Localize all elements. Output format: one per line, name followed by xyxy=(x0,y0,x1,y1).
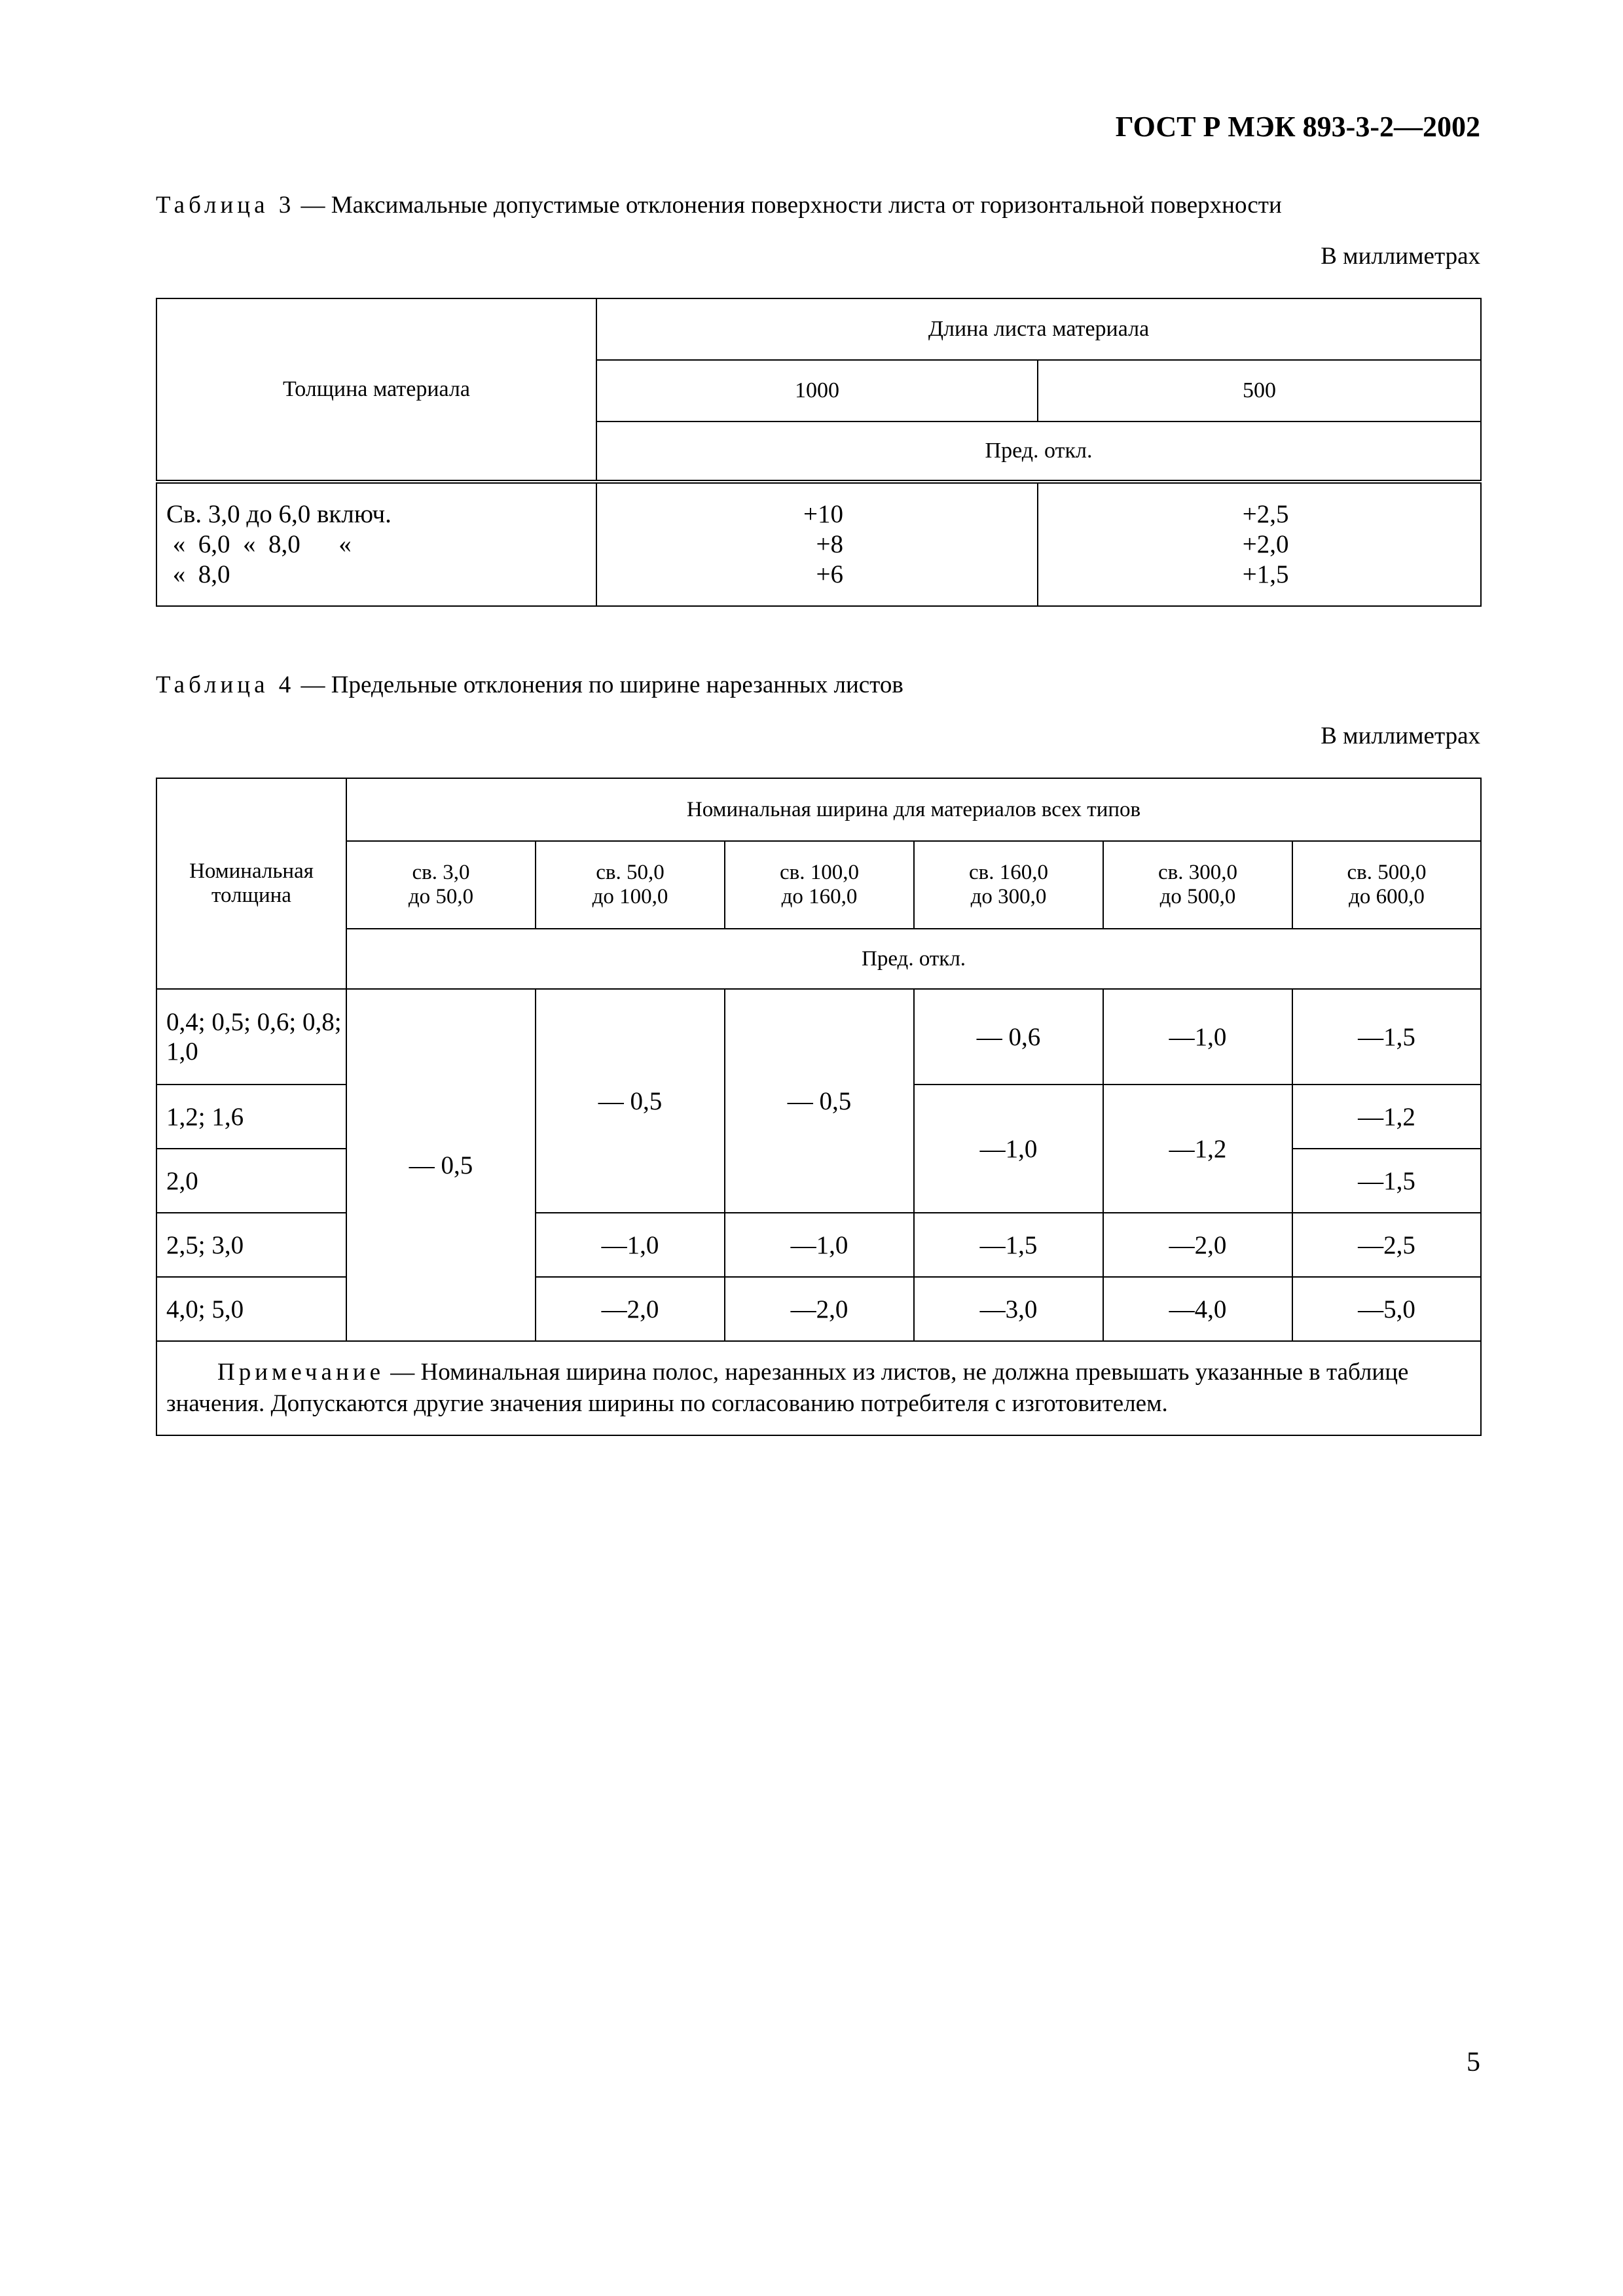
table4-row-label-2: 1,2; 1,6 xyxy=(156,1085,346,1149)
page-number: 5 xyxy=(1467,2047,1480,2077)
table3-tolerance: Пред. откл. xyxy=(596,422,1481,482)
table4-caption xyxy=(156,671,903,699)
table-cell: —2,0 xyxy=(536,1277,725,1341)
table3-1000-cell xyxy=(596,482,1038,606)
table-cell: —1,2 xyxy=(1103,1085,1292,1213)
table-cell: +1,5 xyxy=(1242,560,1289,588)
range-from: св. 50,0 xyxy=(596,861,665,884)
table4-row-label-4: 2,5; 3,0 xyxy=(156,1213,346,1277)
range-to: до 50,0 xyxy=(408,885,474,908)
table4-range-1 xyxy=(346,841,536,929)
range-from: св. 500,0 xyxy=(1347,861,1427,884)
note-text: — Номинальная ширина полос, нарезанных из листов, не должна превышать указанные в таблице значения. Допускаются другие значения ширины по согласованию потребителя с изготовителем. xyxy=(166,1359,1409,1417)
table4-caption-text: — Предельные отклонения по ширине нарезанных листов xyxy=(295,672,903,698)
table3-caption-text: — Максимальные допустимые отклонения поверхности листа от горизонтальной поверхности xyxy=(295,192,1282,219)
table-cell: —1,0 xyxy=(914,1085,1103,1213)
table3-caption xyxy=(156,191,1282,219)
table3-len-500: 500 xyxy=(1038,360,1481,422)
table4-col-width: Номинальная ширина для материалов всех типов xyxy=(346,778,1481,841)
table-row: « 8,0 xyxy=(166,560,230,588)
table4-col-nominal: Номинальная толщина xyxy=(156,778,346,989)
table-cell: +2,0 xyxy=(1242,530,1289,558)
table-cell: — 0,6 xyxy=(914,989,1103,1085)
table4-row-label-5: 4,0; 5,0 xyxy=(156,1277,346,1341)
range-to: до 300,0 xyxy=(970,885,1047,908)
range-to: до 600,0 xyxy=(1349,885,1425,908)
table-cell: —1,2 xyxy=(1292,1085,1481,1149)
table-cell: —1,5 xyxy=(914,1213,1103,1277)
table-cell: +10 xyxy=(803,500,843,528)
table4-range-6 xyxy=(1292,841,1481,929)
table-cell: —1,0 xyxy=(725,1213,914,1277)
table-cell: —1,5 xyxy=(1292,1149,1481,1213)
table3-units: В миллиметрах xyxy=(1321,243,1480,270)
table-cell: +2,5 xyxy=(1242,500,1289,528)
table4-cell-merged-col1: — 0,5 xyxy=(346,989,536,1341)
table4-range-3 xyxy=(725,841,914,929)
range-from: св. 300,0 xyxy=(1158,861,1237,884)
document-code: ГОСТ Р МЭК 893-3-2—2002 xyxy=(1115,111,1480,143)
table4-row-label-1: 0,4; 0,5; 0,6; 0,8; 1,0 xyxy=(156,989,346,1085)
table4-tolerance: Пред. откл. xyxy=(346,929,1481,989)
table3-col-thickness: Толщина материала xyxy=(156,298,596,482)
table-cell: —2,0 xyxy=(1103,1213,1292,1277)
table-cell: —3,0 xyxy=(914,1277,1103,1341)
table4 xyxy=(156,778,1482,1436)
table-cell: +8 xyxy=(816,530,843,558)
table4-cell-merged-col3: — 0,5 xyxy=(725,989,914,1213)
table-cell: —2,5 xyxy=(1292,1213,1481,1277)
range-to: до 100,0 xyxy=(592,885,668,908)
table4-range-5 xyxy=(1103,841,1292,929)
table4-caption-prefix: Таблица 4 xyxy=(156,672,295,698)
table4-note xyxy=(156,1341,1481,1435)
table-cell: —1,0 xyxy=(536,1213,725,1277)
table-row: Св. 3,0 до 6,0 включ. xyxy=(166,500,392,528)
note-prefix: Примечание xyxy=(217,1359,384,1386)
table-cell: —1,0 xyxy=(1103,989,1292,1085)
table4-cell-merged-col2: — 0,5 xyxy=(536,989,725,1213)
table3-caption-prefix: Таблица 3 xyxy=(156,192,295,219)
table3-500-cell xyxy=(1038,482,1481,606)
table3-col-length: Длина листа материала xyxy=(596,298,1481,360)
table3-len-1000: 1000 xyxy=(596,360,1038,422)
table4-row-label-3: 2,0 xyxy=(156,1149,346,1213)
table3-thickness-cell xyxy=(156,482,596,606)
range-from: св. 160,0 xyxy=(969,861,1048,884)
range-from: св. 3,0 xyxy=(412,861,470,884)
table-cell: —5,0 xyxy=(1292,1277,1481,1341)
table4-range-2 xyxy=(536,841,725,929)
table4-units: В миллиметрах xyxy=(1321,723,1480,749)
table4-range-4 xyxy=(914,841,1103,929)
table-cell: —4,0 xyxy=(1103,1277,1292,1341)
table-cell: +6 xyxy=(816,560,843,588)
range-from: св. 100,0 xyxy=(780,861,859,884)
range-to: до 160,0 xyxy=(781,885,858,908)
table3 xyxy=(156,298,1482,607)
table-cell: —2,0 xyxy=(725,1277,914,1341)
range-to: до 500,0 xyxy=(1159,885,1236,908)
table-cell: —1,5 xyxy=(1292,989,1481,1085)
table-row: « 6,0 « 8,0 « xyxy=(166,530,352,558)
